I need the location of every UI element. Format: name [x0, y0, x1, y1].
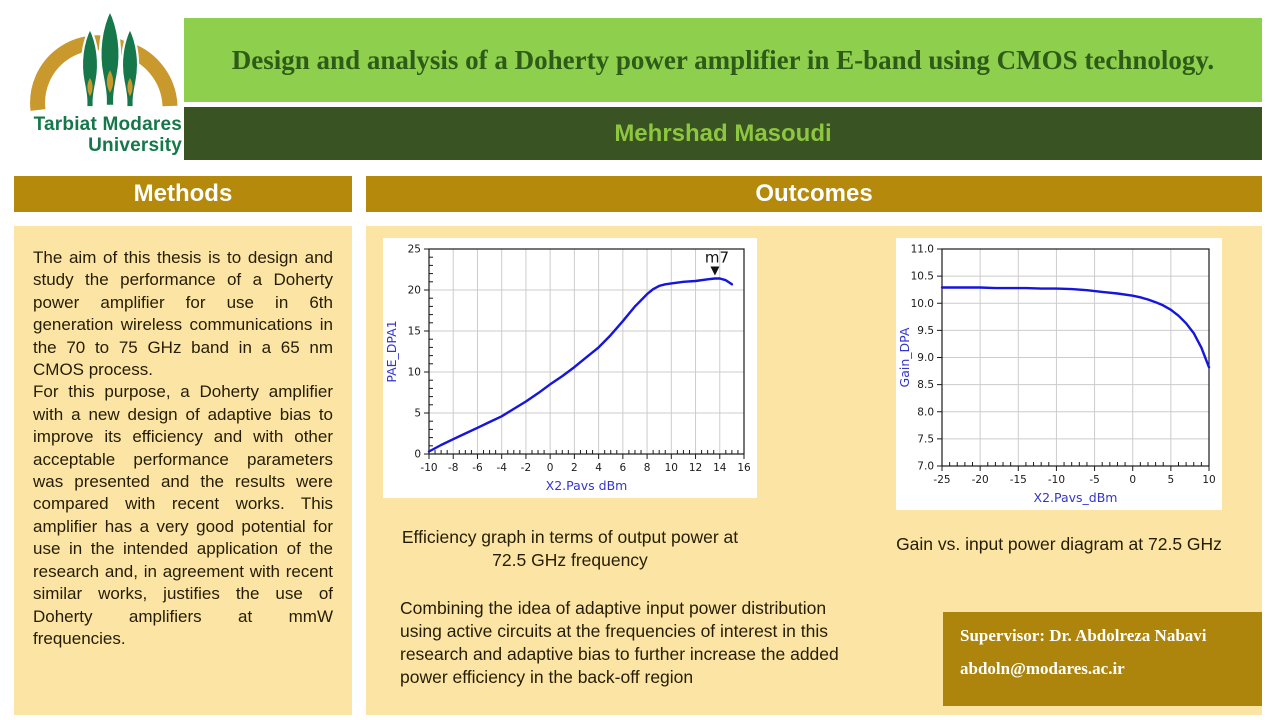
svg-text:10.0: 10.0: [910, 297, 934, 310]
pae-vs-power-chart: [383, 238, 757, 498]
logo-text-line1: Tarbiat Modares: [33, 114, 182, 135]
svg-text:-2: -2: [520, 462, 532, 474]
svg-text:8.5: 8.5: [917, 379, 934, 392]
methods-paragraph-2: For this purpose, a Doherty amplifier with a new design of adaptive bias to improve its efficiency and with other acceptable performance parameters was presented and the results were compared with recent works. This amplifier has a very good potential for use in the intended application of the research and, in agreement with recent similar works, justifies the use of Doherty amplifiers at mmW frequencies.: [33, 382, 333, 648]
svg-text:0: 0: [546, 462, 554, 474]
svg-text:14: 14: [713, 462, 727, 474]
svg-text:-20: -20: [971, 474, 989, 486]
svg-text:PAE_DPA1: PAE_DPA1: [384, 320, 399, 383]
svg-text:10: 10: [664, 462, 678, 474]
svg-text:12: 12: [688, 462, 703, 474]
methods-section-header: [14, 176, 352, 212]
svg-text:7.5: 7.5: [917, 433, 934, 446]
svg-text:-5: -5: [1089, 474, 1100, 486]
outcomes-label: Outcomes: [755, 180, 873, 207]
svg-text:Gain_DPA: Gain_DPA: [897, 327, 912, 388]
svg-text:-8: -8: [447, 462, 459, 474]
svg-text:-10: -10: [1047, 474, 1066, 486]
svg-text:9.5: 9.5: [917, 324, 934, 337]
supervisor-name: Supervisor: Dr. Abdolreza Nabavi: [960, 626, 1207, 645]
combining-note: Combining the idea of adaptive input power distribution using active circuits at the frequencies of interest in this research and adaptive bias to further increase the added power efficiency in the back-off region: [400, 598, 839, 687]
logo-trees: [82, 10, 138, 108]
svg-text:8: 8: [643, 462, 651, 474]
svg-text:-6: -6: [472, 462, 483, 474]
svg-text:6: 6: [619, 462, 627, 474]
svg-text:20: 20: [407, 284, 421, 297]
svg-text:-10: -10: [420, 462, 438, 474]
svg-text:0: 0: [1129, 474, 1137, 486]
svg-text:5: 5: [1167, 474, 1175, 486]
svg-text:16: 16: [737, 462, 751, 474]
svg-text:15: 15: [407, 325, 421, 338]
svg-text:8.0: 8.0: [917, 406, 934, 419]
pae-chart-caption: [390, 526, 750, 572]
svg-text:10.5: 10.5: [910, 270, 934, 283]
svg-text:m7: m7: [704, 248, 730, 267]
methods-paragraph-1: The aim of this thesis is to design and study the performance of a Doherty power amplifier for use in 6th generation wireless communications in the 70 to 75 GHz band in a 65 nm CMOS process.: [33, 248, 333, 380]
svg-text:-4: -4: [496, 462, 507, 474]
svg-text:-25: -25: [933, 474, 951, 486]
svg-text:10: 10: [1202, 474, 1216, 486]
svg-text:4: 4: [595, 462, 602, 474]
outcomes-section-header: [366, 176, 1262, 212]
poster-title: Design and analysis of a Doherty power amplifier in E-band using CMOS technology.: [231, 45, 1215, 75]
svg-text:11.0: 11.0: [910, 243, 934, 256]
svg-text:X2.Pavs_dBm: X2.Pavs_dBm: [1033, 490, 1118, 505]
svg-text:10: 10: [407, 366, 421, 379]
svg-text:5: 5: [414, 407, 421, 420]
supervisor-email: abdoln@modares.ac.ir: [960, 659, 1125, 678]
methods-label: Methods: [133, 180, 233, 207]
pae-caption-line1: Efficiency graph in terms of output power at: [401, 527, 739, 547]
supervisor-box: [943, 612, 1262, 706]
logo-text: [22, 114, 182, 156]
svg-text:25: 25: [407, 243, 421, 256]
author-name: Mehrshad Masoudi: [614, 119, 832, 147]
svg-text:0: 0: [414, 448, 421, 461]
svg-text:X2.Pavs dBm: X2.Pavs dBm: [545, 478, 628, 493]
methods-panel: [14, 226, 352, 715]
tmu-logo-icon: [22, 6, 182, 114]
pae-caption-line2: 72.5 GHz frequency: [492, 550, 648, 570]
outcomes-panel: [366, 226, 1262, 715]
university-logo: [22, 6, 182, 158]
title-bar: [184, 18, 1262, 102]
svg-text:-15: -15: [1009, 474, 1027, 486]
gain-chart-caption: Gain vs. input power diagram at 72.5 GHz: [896, 534, 1222, 554]
svg-text:7.0: 7.0: [917, 460, 934, 473]
svg-text:9.0: 9.0: [917, 352, 934, 364]
gain-vs-power-chart: [896, 238, 1222, 510]
svg-text:2: 2: [571, 462, 578, 474]
logo-text-line2: University: [88, 135, 182, 156]
author-bar: [184, 107, 1262, 160]
